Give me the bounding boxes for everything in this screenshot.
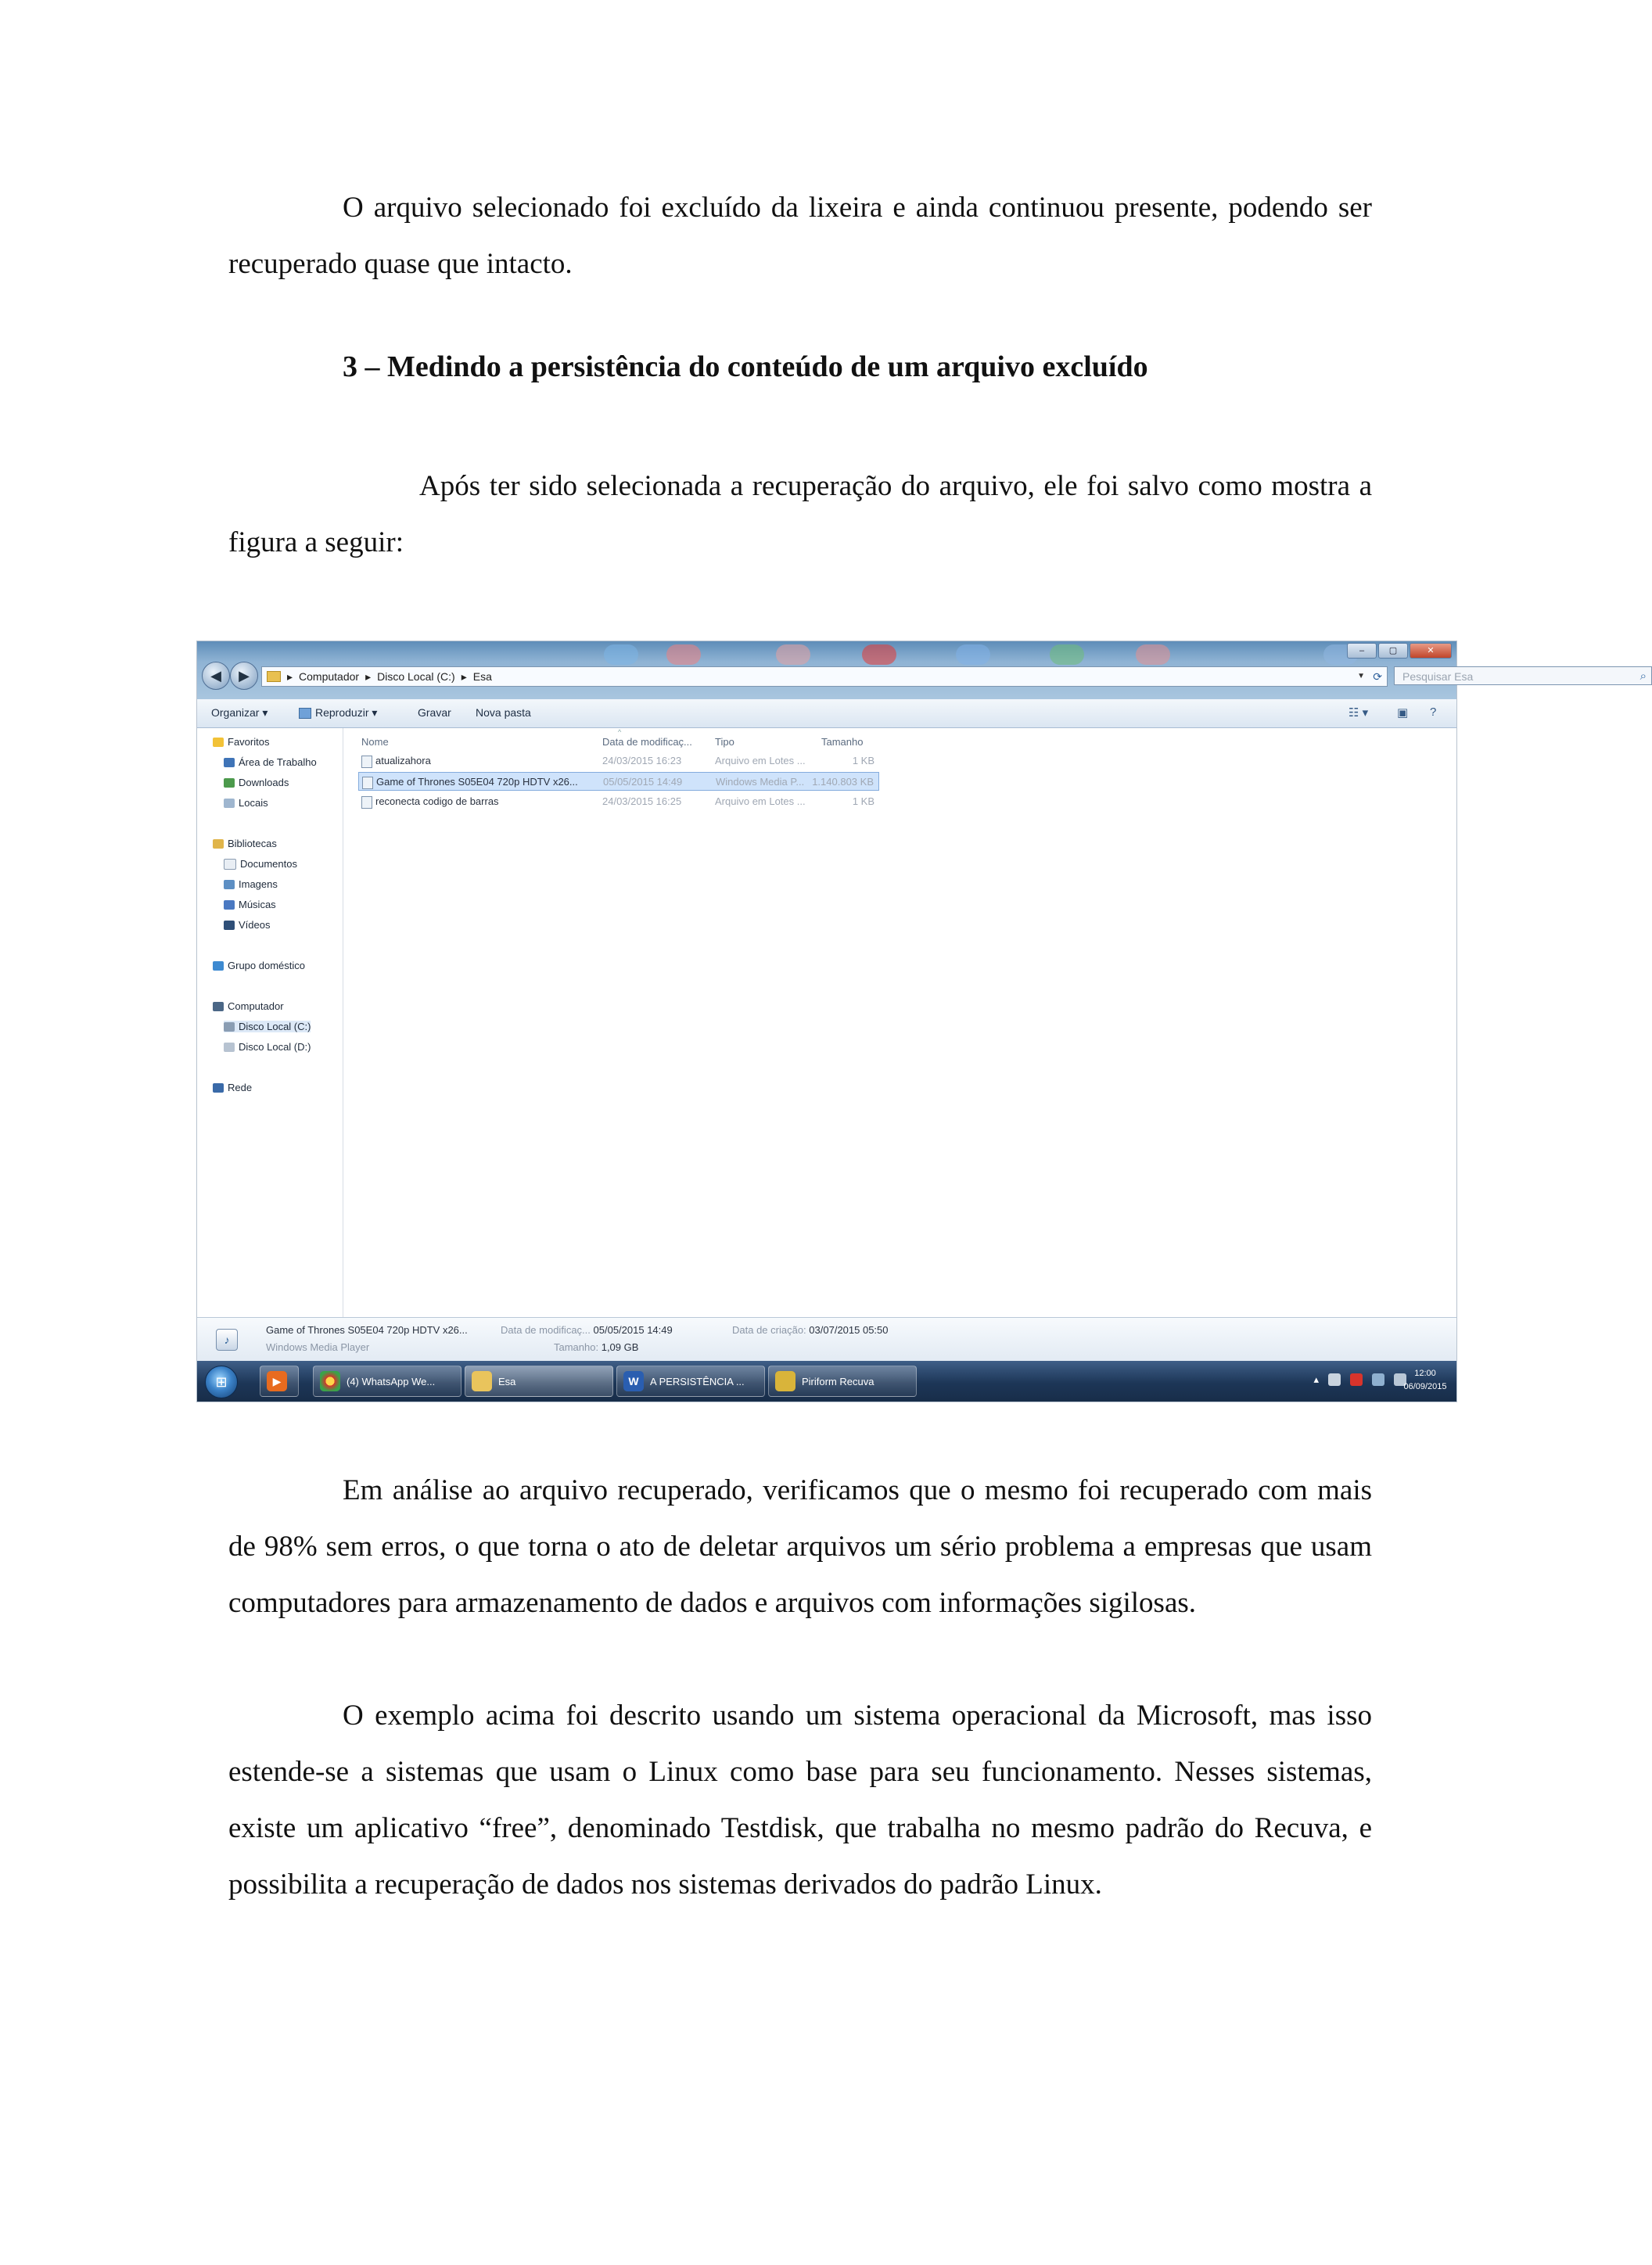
drive-icon xyxy=(224,1043,235,1052)
taskbar-item-label: A PERSISTÊNCIA ... xyxy=(650,1375,745,1387)
network-icon[interactable] xyxy=(1372,1373,1384,1386)
video-file-icon xyxy=(362,777,373,789)
file-size: 1 KB xyxy=(852,795,874,807)
file-type: Arquivo em Lotes ... xyxy=(715,795,806,807)
media-player-icon: ▶ xyxy=(267,1371,287,1391)
nav-label: Locais xyxy=(239,797,268,809)
nav-homegroup[interactable] xyxy=(213,960,305,971)
file-name: reconecta codigo de barras xyxy=(375,795,499,807)
nav-label: Rede xyxy=(228,1082,253,1093)
file-row[interactable] xyxy=(358,792,879,811)
documents-icon xyxy=(224,859,236,870)
command-bar xyxy=(197,699,1456,728)
network-icon xyxy=(213,1083,224,1093)
preview-pane-icon[interactable]: ▣ xyxy=(1397,706,1409,720)
address-bar[interactable] xyxy=(261,666,1388,687)
recuva-icon xyxy=(775,1371,795,1391)
new-folder-button[interactable]: Nova pasta xyxy=(476,706,531,719)
details-created-label: Data de criação: xyxy=(732,1324,806,1336)
details-modified xyxy=(501,1324,673,1336)
nav-label: Disco Local (C:) xyxy=(239,1021,311,1032)
taskbar-item-whatsapp[interactable] xyxy=(313,1366,461,1397)
nav-computer[interactable] xyxy=(213,1000,284,1012)
nav-disk-c[interactable] xyxy=(224,1021,311,1032)
system-tray xyxy=(1313,1373,1406,1386)
refresh-icon[interactable]: ⟳ xyxy=(1373,670,1382,683)
taskbar-item-label: (4) WhatsApp We... xyxy=(347,1375,436,1387)
taskbar-item-recuva[interactable] xyxy=(768,1366,917,1397)
downloads-icon xyxy=(224,778,235,788)
nav-label: Bibliotecas xyxy=(228,838,277,849)
taskbar-item-label: Piriform Recuva xyxy=(802,1375,874,1387)
address-separator: ▸ xyxy=(287,670,293,683)
nav-music[interactable] xyxy=(224,899,276,910)
file-date: 05/05/2015 14:49 xyxy=(603,776,683,788)
nav-label: Vídeos xyxy=(239,919,271,931)
nav-favorites[interactable] xyxy=(213,736,269,748)
breadcrumb-computer[interactable]: Computador xyxy=(299,670,360,683)
nav-desktop[interactable] xyxy=(224,756,317,768)
column-header-type[interactable]: Tipo xyxy=(715,736,734,748)
forward-button[interactable]: ▶ xyxy=(230,662,258,690)
help-icon[interactable]: ? xyxy=(1430,705,1437,719)
tray-expand-icon[interactable]: ▴ xyxy=(1313,1373,1319,1385)
play-button[interactable] xyxy=(299,706,377,720)
close-button[interactable]: ✕ xyxy=(1410,643,1452,659)
nav-label: Grupo doméstico xyxy=(228,960,305,971)
blurred-background-shape xyxy=(666,644,701,665)
organize-button[interactable]: Organizar ▾ xyxy=(211,706,268,719)
blurred-background-shape xyxy=(604,644,638,665)
word-icon: W xyxy=(623,1371,644,1391)
nav-network[interactable] xyxy=(213,1082,252,1093)
column-header-name[interactable]: Nome xyxy=(361,736,389,748)
nav-label: Músicas xyxy=(239,899,276,910)
play-label: Reproduzir ▾ xyxy=(315,706,378,719)
chevron-down-icon[interactable]: ▼ xyxy=(1357,672,1365,680)
music-icon xyxy=(224,900,235,910)
details-size xyxy=(554,1341,638,1353)
blurred-background-shape xyxy=(1050,644,1084,665)
file-type: Windows Media P... xyxy=(716,776,805,788)
nav-label: Downloads xyxy=(239,777,289,788)
chrome-icon xyxy=(320,1371,340,1391)
clock-time: 12:00 xyxy=(1414,1369,1436,1378)
details-app: Windows Media Player xyxy=(266,1341,370,1353)
images-icon xyxy=(224,880,235,889)
batch-file-icon xyxy=(361,796,372,809)
nav-label: Computador xyxy=(228,1000,284,1012)
maximize-button[interactable]: ▢ xyxy=(1378,643,1408,659)
explorer-screenshot xyxy=(197,641,1647,1402)
desktop-icon xyxy=(224,758,235,767)
play-icon xyxy=(299,708,311,719)
details-file-name: Game of Thrones S05E04 720p HDTV x26... xyxy=(266,1324,468,1336)
nav-label: Área de Trabalho xyxy=(239,756,317,768)
taskbar-clock[interactable] xyxy=(1402,1367,1449,1394)
paragraph-intro: O arquivo selecionado foi excluído da lixeira e ainda continuou presente, podendo ser recuperado quase que intacto. xyxy=(228,192,1372,280)
blurred-background-shape xyxy=(1136,644,1170,665)
antivirus-icon[interactable] xyxy=(1350,1373,1363,1386)
blurred-background-shape xyxy=(862,644,896,665)
file-name: Game of Thrones S05E04 720p HDTV x26... xyxy=(376,776,578,788)
taskbar-media-player[interactable] xyxy=(260,1366,299,1397)
details-created-value: 03/07/2015 05:50 xyxy=(809,1324,889,1336)
nav-disk-d[interactable] xyxy=(224,1041,311,1053)
burn-button[interactable]: Gravar xyxy=(418,706,451,719)
search-placeholder: Pesquisar Esa xyxy=(1402,670,1474,683)
column-header-date[interactable]: Data de modificaç... xyxy=(602,736,692,748)
nav-label: Disco Local (D:) xyxy=(239,1041,311,1053)
file-date: 24/03/2015 16:23 xyxy=(602,755,682,766)
file-type: Arquivo em Lotes ... xyxy=(715,755,806,766)
paragraph-figure-intro: Após ter sido selecionada a recuperação do arquivo, ele foi salvo como mostra a figura a seguir: xyxy=(228,470,1372,558)
nav-label: Favoritos xyxy=(228,736,270,748)
videos-icon xyxy=(224,921,235,930)
details-size-label: Tamanho: xyxy=(554,1341,599,1353)
file-row-selected[interactable] xyxy=(358,772,879,791)
taskbar-item-word[interactable] xyxy=(616,1366,765,1397)
details-size-value: 1,09 GB xyxy=(601,1341,639,1353)
clock-date: 06/09/2015 xyxy=(1403,1382,1447,1391)
navigation-pane xyxy=(197,728,343,1317)
file-name: atualizahora xyxy=(375,755,431,766)
nav-downloads[interactable] xyxy=(224,777,289,788)
file-list xyxy=(344,728,1456,1317)
column-header-size[interactable]: Tamanho xyxy=(821,736,864,748)
nav-recent[interactable] xyxy=(224,797,268,809)
file-size: 1 KB xyxy=(852,755,874,766)
file-row[interactable] xyxy=(358,752,879,770)
media-player-icon: ♪ xyxy=(216,1329,238,1351)
back-button[interactable]: ◀ xyxy=(202,662,230,690)
details-pane xyxy=(197,1317,1456,1362)
paragraph-analysis: Em análise ao arquivo recuperado, verificamos que o mesmo foi recuperado com mais de 98% sem erros, o que torna o ato de deletar arquivos um sério problema a empresas que usam computadores para armazenamento de dados e arquivos com informações sigilosas. xyxy=(228,1474,1372,1619)
folder-icon xyxy=(267,671,281,682)
view-options-icon[interactable]: ☷ ▾ xyxy=(1349,706,1369,720)
window-title-area xyxy=(197,641,1647,699)
taskbar xyxy=(197,1361,1456,1402)
breadcrumb-esa[interactable]: Esa xyxy=(472,670,492,683)
blurred-background-shape xyxy=(956,644,990,665)
taskbar-item-label: Esa xyxy=(498,1375,516,1387)
file-size: 1.140.803 KB xyxy=(812,776,874,788)
recent-places-icon xyxy=(224,799,235,808)
paragraph-linux: O exemplo acima foi descrito usando um sistema operacional da Microsoft, mas isso estende-se a sistemas que usam o Linux como base para seu funcionamento. Nesses sistemas, existe um aplicativo “free”, denominado Testdisk, que trabalha no mesmo padrão do Recuva, e possibilita a recuperação de dados nos sistemas derivados do padrão Linux. xyxy=(228,1700,1372,1901)
libraries-icon xyxy=(213,839,224,849)
file-date: 24/03/2015 16:25 xyxy=(602,795,682,807)
taskbar-item-esa[interactable] xyxy=(465,1366,613,1397)
window-controls xyxy=(1347,643,1452,659)
details-created xyxy=(732,1324,889,1336)
blurred-background-shape xyxy=(776,644,810,665)
star-icon xyxy=(213,738,224,747)
homegroup-icon xyxy=(213,961,224,971)
nav-images[interactable] xyxy=(224,878,278,890)
details-modified-value: 05/05/2015 14:49 xyxy=(593,1324,673,1336)
start-button[interactable]: ⊞ xyxy=(205,1366,238,1398)
drive-icon xyxy=(224,1022,235,1032)
details-modified-label: Data de modificaç... xyxy=(501,1324,591,1336)
address-separator: ▸ xyxy=(461,670,467,683)
minimize-button[interactable]: – xyxy=(1347,643,1377,659)
nav-videos[interactable] xyxy=(224,919,270,931)
nav-libraries[interactable] xyxy=(213,838,277,849)
computer-icon xyxy=(213,1002,224,1011)
batch-file-icon xyxy=(361,756,372,768)
flag-icon[interactable] xyxy=(1328,1373,1341,1386)
nav-label: Imagens xyxy=(239,878,278,890)
folder-icon xyxy=(472,1371,492,1391)
breadcrumb-disk-c[interactable]: Disco Local (C:) xyxy=(377,670,455,683)
nav-label: Documentos xyxy=(240,858,297,870)
nav-documents[interactable] xyxy=(224,858,297,870)
address-separator: ▸ xyxy=(365,670,372,683)
search-input[interactable] xyxy=(1394,666,1652,685)
sort-caret-icon: ^ xyxy=(618,728,622,736)
search-icon[interactable]: ⌕ xyxy=(1639,669,1647,683)
section-heading: 3 – Medindo a persistência do conteúdo de um arquivo excluído xyxy=(343,350,1148,383)
